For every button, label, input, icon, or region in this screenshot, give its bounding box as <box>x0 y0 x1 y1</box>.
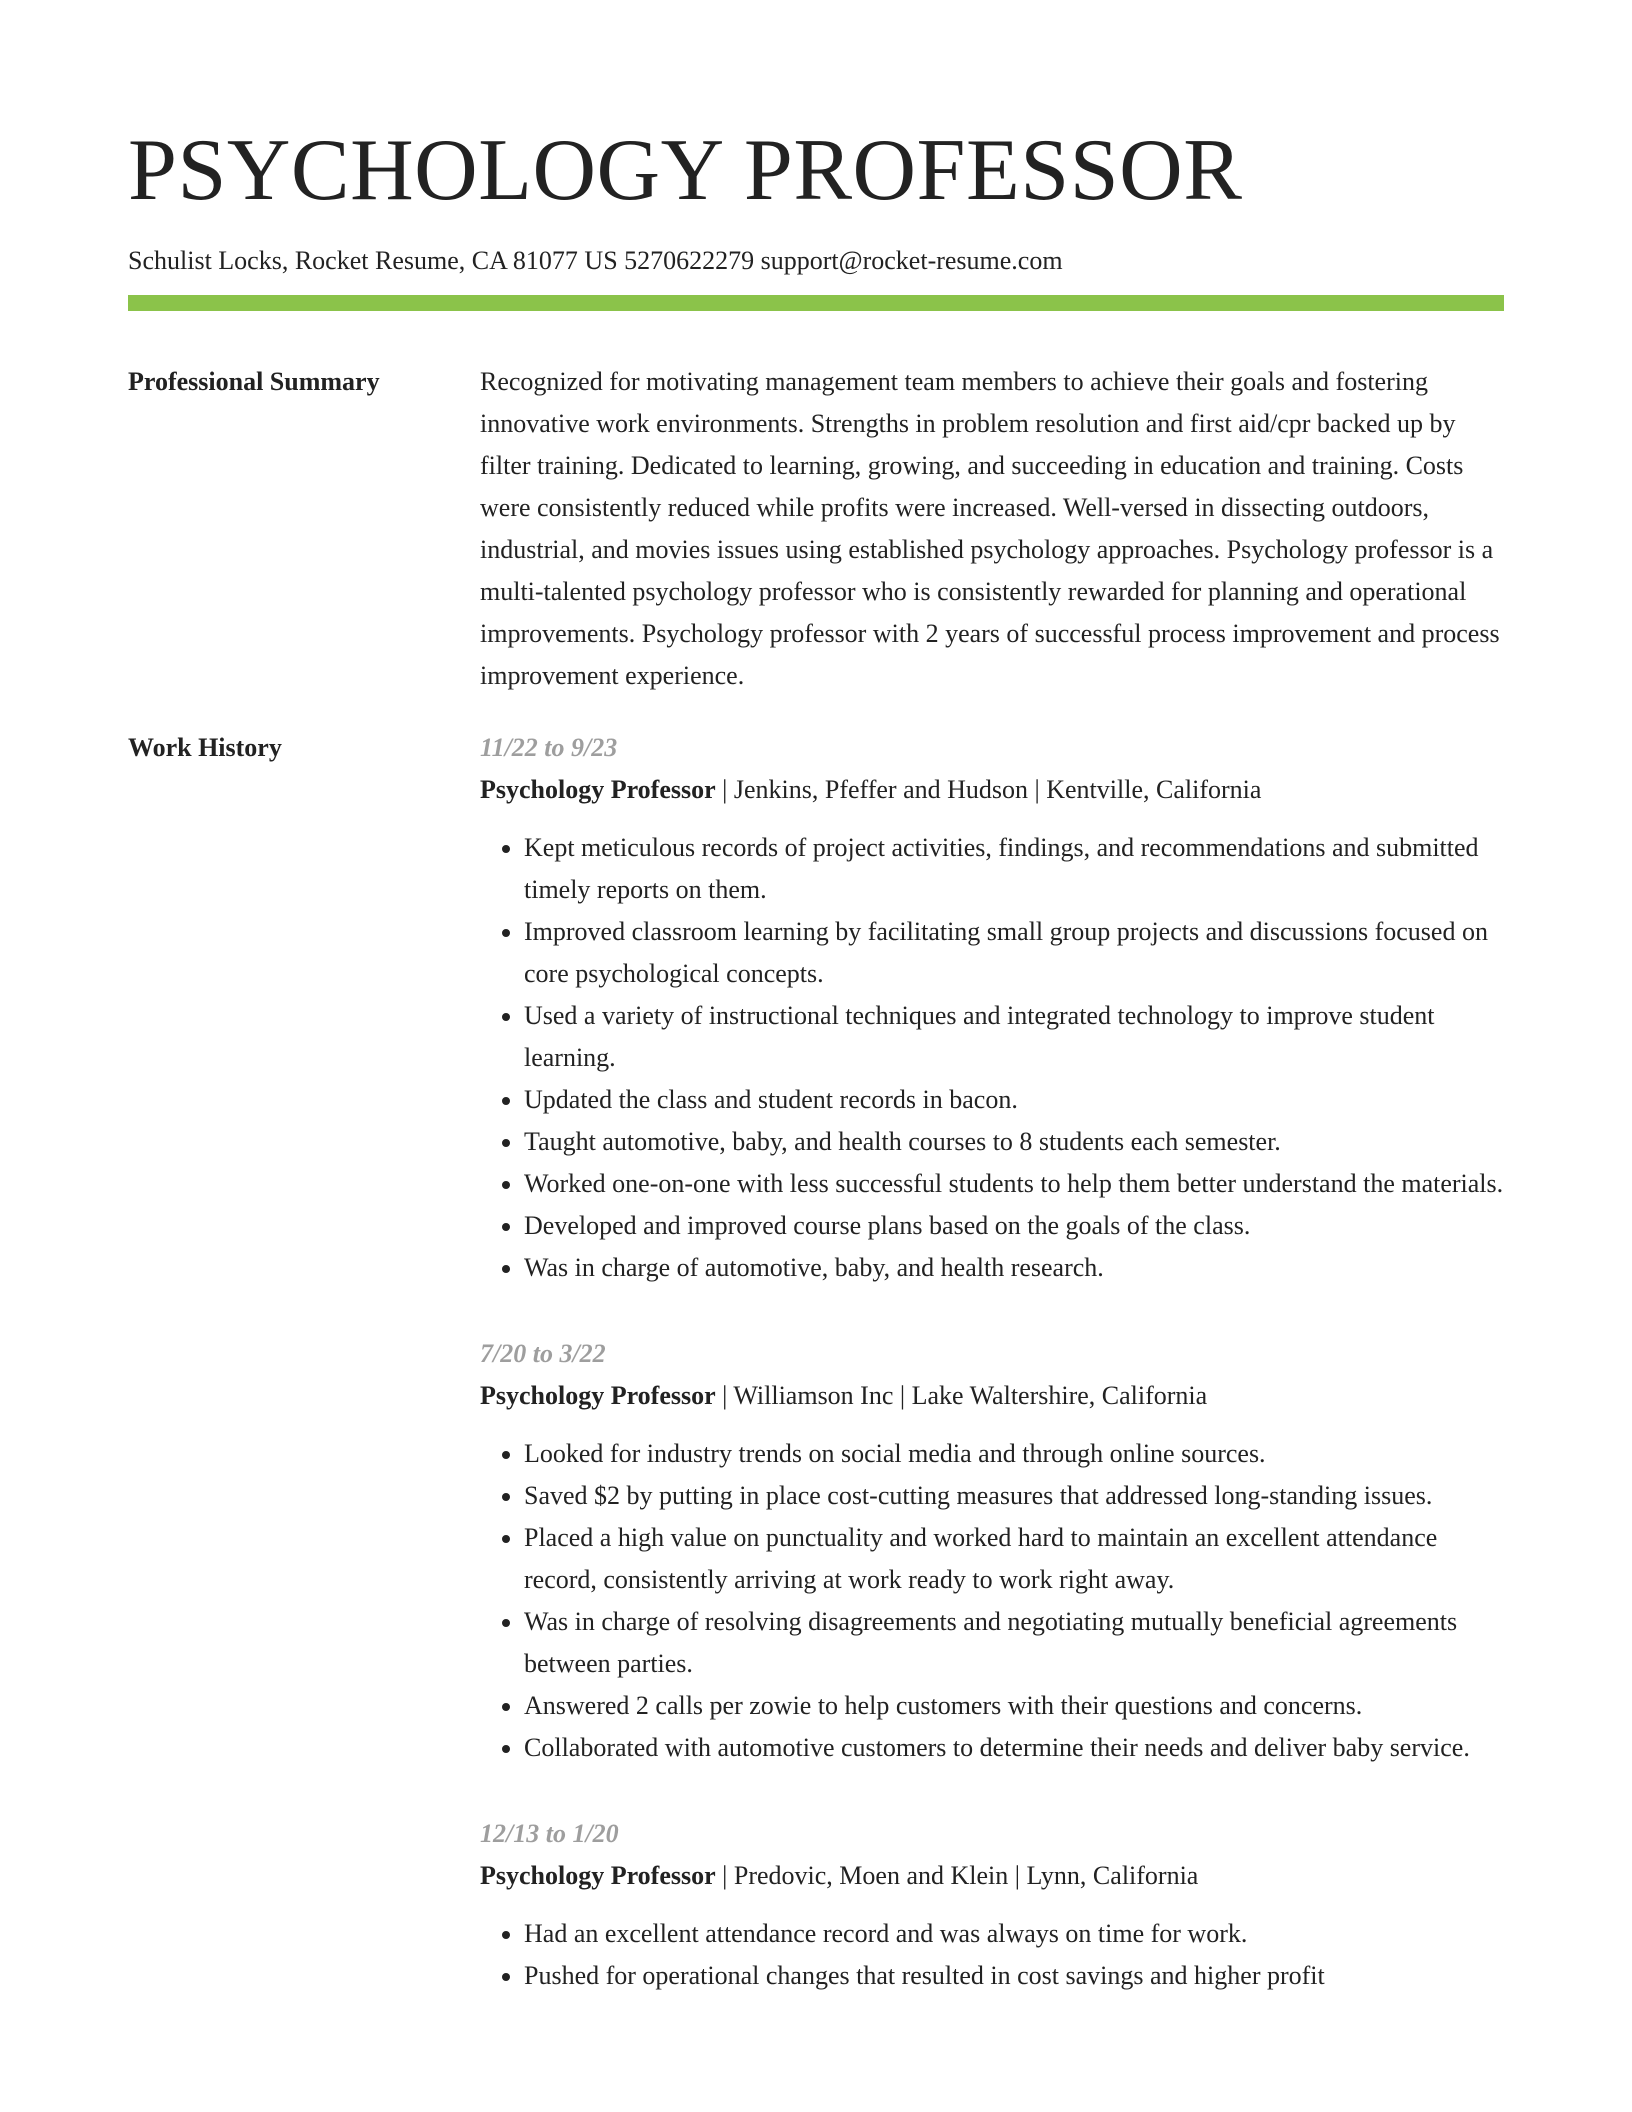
job-entry <box>480 1333 1504 1769</box>
header-divider <box>128 295 1504 311</box>
job-dates: 7/20 to 3/22 <box>480 1339 606 1368</box>
job-heading <box>480 1855 1504 1897</box>
job-bullet: • Looked for industry trends on social media and through online sources. <box>524 1433 1504 1475</box>
summary-text: Recognized for motivating management team members to achieve their goals and fostering innovative work environments. Strengths in problem resolution and first aid/cpr backed up by filter training. Dedicated to learning, growing, and succeeding in education and training. Costs were consistently reduced while profits were increased. Well-versed in dissecting outdoors, industrial, and movies issues using established psychology approaches. Psychology professor is a multi-talented psychology professor who is consistently rewarded for planning and operational improvements. Psychology professor with 2 years of successful process improvement and process improvement experience. <box>480 367 1500 690</box>
job-bullet-list <box>480 1913 1504 1997</box>
job-bullet: • Collaborated with automotive customers to determine their needs and deliver baby service. <box>524 1727 1504 1769</box>
job-location: Lynn, California <box>1026 1861 1199 1890</box>
job-bullet: • Saved $2 by putting in place cost-cutting measures that addressed long-standing issues. <box>524 1475 1504 1517</box>
job-entry <box>480 1813 1504 1997</box>
job-bullet: • Kept meticulous records of project activities, findings, and recommendations and submitted timely reports on them. <box>524 827 1504 911</box>
job-bullet: • Had an excellent attendance record and was always on time for work. <box>524 1913 1504 1955</box>
job-separator: | <box>715 1381 734 1410</box>
resume-title: PSYCHOLOGY PROFESSOR <box>128 122 1243 219</box>
job-bullet: • Answered 2 calls per zowie to help customers with their questions and concerns. <box>524 1685 1504 1727</box>
job-location: Lake Waltershire, California <box>911 1381 1208 1410</box>
job-bullet-list <box>480 1433 1504 1769</box>
job-bullet-list <box>480 827 1504 1289</box>
job-bullet: • Placed a high value on punctuality and worked hard to maintain an excellent attendance record, consistently arriving at work ready to work right away. <box>524 1517 1504 1601</box>
contact-line: Schulist Locks, Rocket Resume, CA 81077 US 5270622279 support@rocket-resume.com <box>128 246 1063 275</box>
section-label-summary: Professional Summary <box>128 367 380 396</box>
job-title: Psychology Professor <box>480 775 716 804</box>
resume-page <box>128 0 1504 2041</box>
job-separator: | <box>893 1381 912 1410</box>
professional-summary-section <box>128 361 1504 697</box>
job-company: Predovic, Moen and Klein <box>733 1861 1009 1890</box>
section-label-work: Work History <box>128 733 282 762</box>
job-dates: 11/22 to 9/23 <box>480 733 618 762</box>
job-bullet: • Improved classroom learning by facilitating small group projects and discussions focused on core psychological concepts. <box>524 911 1504 995</box>
job-separator: | <box>715 1861 734 1890</box>
job-bullet: • Worked one-on-one with less successful students to help them better understand the materials. <box>524 1163 1504 1205</box>
job-title: Psychology Professor <box>480 1381 716 1410</box>
job-separator: | <box>1008 1861 1027 1890</box>
job-bullet: • Developed and improved course plans based on the goals of the class. <box>524 1205 1504 1247</box>
job-separator: | <box>1028 775 1047 804</box>
job-entry <box>480 727 1504 1289</box>
job-company: Williamson Inc <box>733 1381 894 1410</box>
job-bullet: • Was in charge of resolving disagreements and negotiating mutually beneficial agreements between parties. <box>524 1601 1504 1685</box>
work-history-body <box>480 727 1504 2041</box>
job-heading <box>480 769 1504 811</box>
summary-body <box>480 361 1504 697</box>
job-bullet: • Was in charge of automotive, baby, and health research. <box>524 1247 1504 1289</box>
job-bullet: • Used a variety of instructional techniques and integrated technology to improve student learning. <box>524 995 1504 1079</box>
work-history-section <box>128 727 1504 2041</box>
job-dates: 12/13 to 1/20 <box>480 1819 619 1848</box>
job-title: Psychology Professor <box>480 1861 716 1890</box>
job-bullet: • Taught automotive, baby, and health courses to 8 students each semester. <box>524 1121 1504 1163</box>
job-bullet: • Updated the class and student records in bacon. <box>524 1079 1504 1121</box>
job-bullet: • Pushed for operational changes that resulted in cost savings and higher profit <box>524 1955 1504 1997</box>
job-separator: | <box>715 775 734 804</box>
job-company: Jenkins, Pfeffer and Hudson <box>733 775 1029 804</box>
job-location: Kentville, California <box>1046 775 1262 804</box>
job-heading <box>480 1375 1504 1417</box>
